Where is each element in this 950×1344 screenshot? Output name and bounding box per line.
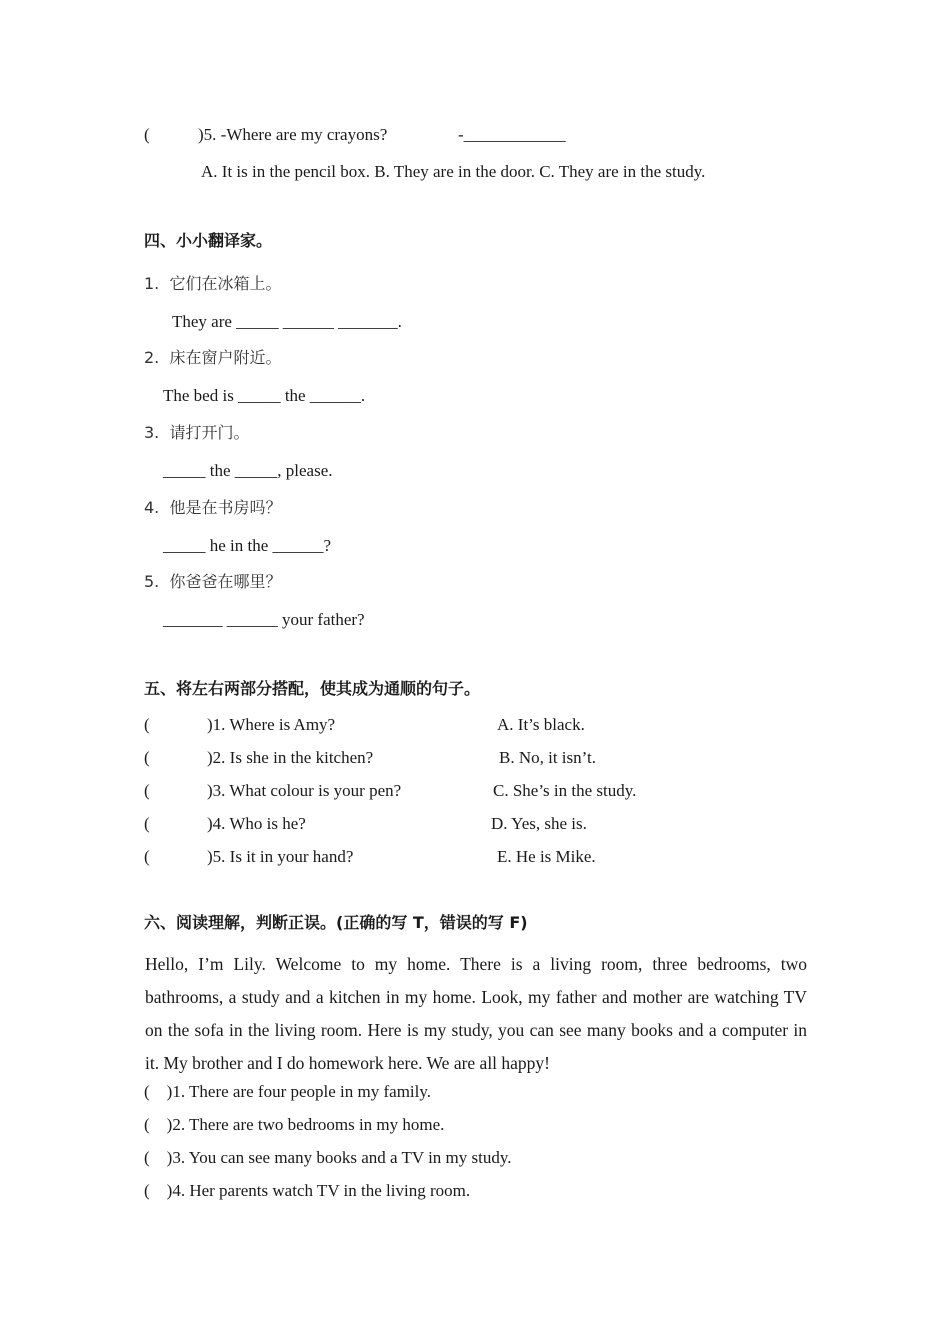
q3-item5-answer-blank: -____________ <box>458 125 566 144</box>
s5-row4-left: )4. Who is he? <box>207 814 306 833</box>
s5-row1-right: A. It’s black. <box>497 715 585 734</box>
s5-row2-left: )2. Is she in the kitchen? <box>207 748 374 767</box>
s4-item3-answer: _____ the _____, please. <box>163 461 333 480</box>
s6-item1: ( )1. There are four people in my family. <box>144 1082 432 1101</box>
s5-row1-left: )1. Where is Amy? <box>207 715 336 734</box>
section5-title: 五、将左右两部分搭配，使其成为通顺的句子。 <box>144 679 481 698</box>
s5-row1-paren: ( <box>144 715 150 734</box>
s4-item5-answer: _______ ______ your father? <box>163 610 365 629</box>
s5-row5-left: )5. Is it in your hand? <box>207 847 354 866</box>
s5-row2-right: B. No, it isn’t. <box>499 748 596 767</box>
s4-item2-answer: The bed is _____ the ______. <box>163 386 366 405</box>
s4-item4-prompt: 4. 他是在书房吗？ <box>144 498 282 517</box>
q3-item5-question: )5. -Where are my crayons? <box>198 125 388 144</box>
section6-title: 六、阅读理解，判断正误。(正确的写 T，错误的写 F) <box>144 913 528 932</box>
s5-row5-right: E. He is Mike. <box>497 847 596 866</box>
s4-item3-prompt: 3. 请打开门。 <box>144 423 250 442</box>
s5-row3-right: C. She’s in the study. <box>493 781 637 800</box>
s5-row3-paren: ( <box>144 781 150 800</box>
s6-item3: ( )3. You can see many books and a TV in my study. <box>144 1148 512 1167</box>
q3-item5-paren: ( <box>144 125 150 144</box>
q3-item5-options: A. It is in the pencil box. B. They are in the door. C. They are in the study. <box>201 162 706 181</box>
s4-item2-prompt: 2. 床在窗户附近。 <box>144 348 282 367</box>
s5-row5-paren: ( <box>144 847 150 866</box>
s5-row2-paren: ( <box>144 748 150 767</box>
s6-item4: ( )4. Her parents watch TV in the living room. <box>144 1181 471 1200</box>
s4-item4-answer: _____ he in the ______? <box>163 536 332 555</box>
s5-row4-right: D. Yes, she is. <box>491 814 587 833</box>
section4-title: 四、小小翻译家。 <box>144 231 273 250</box>
s4-item5-prompt: 5. 你爸爸在哪里？ <box>144 572 282 591</box>
s5-row3-left: )3. What colour is your pen? <box>207 781 402 800</box>
s4-item1-prompt: 1. 它们在冰箱上。 <box>144 274 282 293</box>
reading-passage: Hello, I’m Lily. Welcome to my home. There is a living room, three bedrooms, two bathrooms, a study and a kitchen in my home. Look, my father and mother are watching TV on the sofa in the living room. Here is my study, you can see many books and a computer in it. My brother and I do homework here. We are all happy! <box>145 954 807 1073</box>
s5-row4-paren: ( <box>144 814 150 833</box>
s6-item2: ( )2. There are two bedrooms in my home. <box>144 1115 445 1134</box>
s4-item1-answer: They are _____ ______ _______. <box>172 312 402 331</box>
